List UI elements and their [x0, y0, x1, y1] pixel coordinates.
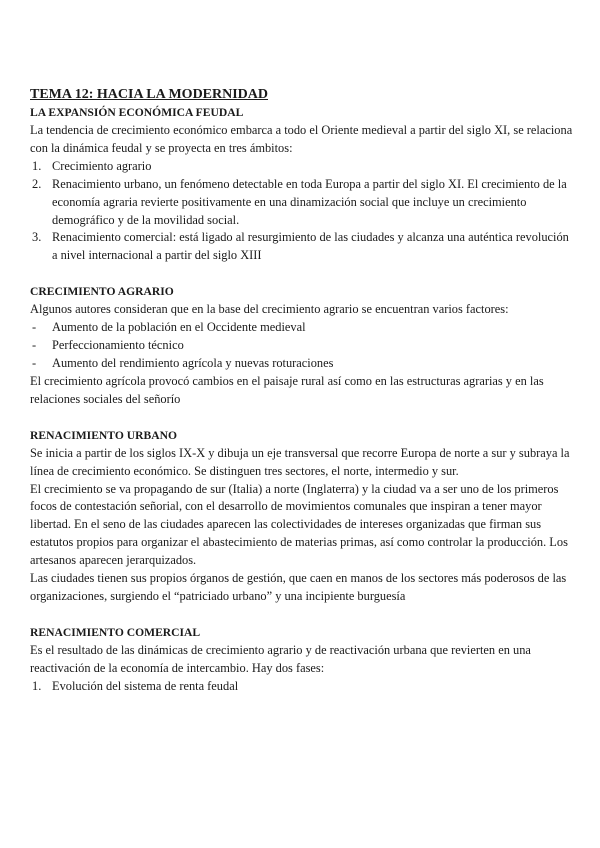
section-expansion-economica	[30, 104, 575, 265]
list-item-text: Aumento del rendimiento agrícola y nuevas roturaciones	[52, 355, 334, 370]
list-item-text: Renacimiento comercial: está ligado al resurgimiento de las ciudades y alcanza una auténtica revolución a nivel internacional a partir del siglo XIII	[52, 230, 569, 263]
numbered-list	[30, 158, 575, 265]
section-crecimiento-agrario	[30, 283, 575, 408]
list-item	[30, 337, 575, 355]
list-item-text: Renacimiento urbano, un fenómeno detectable en toda Europa a partir del siglo XI. El crecimiento de la economía agraria revierte positivamente en una dinamización social que incluye un crecimiento demográfico y de la movilidad social.	[52, 176, 567, 227]
paragraph: Algunos autores consideran que en la base del crecimiento agrario se encuentran varios factores:	[30, 302, 509, 317]
dash-marker: -	[32, 355, 37, 370]
spacer	[30, 606, 575, 624]
section-renacimiento-comercial	[30, 624, 575, 696]
paragraph: El crecimiento agrícola provocó cambios en el paisaje rural así como en las estructuras agrarias y en las relaciones sociales del señorío	[30, 373, 544, 406]
section-heading: RENACIMIENTO COMERCIAL	[30, 625, 201, 639]
list-item-text: Aumento de la población en el Occidente medieval	[52, 320, 306, 335]
section-heading: LA EXPANSIÓN ECONÓMICA FEUDAL	[30, 106, 244, 119]
spacer	[30, 265, 575, 283]
list-number: 1.	[32, 158, 42, 173]
section-heading: RENACIMIENTO URBANO	[30, 428, 177, 442]
bullet-list	[30, 319, 575, 373]
list-item	[30, 678, 575, 696]
list-number: 2.	[32, 176, 42, 191]
list-item	[30, 229, 575, 265]
section-renacimiento-urbano	[30, 427, 575, 606]
paragraph: Se inicia a partir de los siglos IX-X y dibuja un eje transversal que recorre Europa de norte a sur y subraya la línea de crecimiento económico. Se distinguen tres sectores, el norte, intermedio y sur.	[30, 445, 570, 478]
list-item-text: Perfeccionamiento técnico	[52, 338, 184, 353]
paragraph: El crecimiento se va propagando de sur (Italia) a norte (Inglaterra) y la ciudad va a ser uno de los primeros focos de contestación señorial, con el desarrollo de movimientos comunales que inspiran a tener mayor libertad. En el seno de las ciudades aparecen las colectividades de intereses organizadas que firman sus estatutos propios para organizar el abastecimiento de materias primas, así como controlar la producción. Los artesanos aparecen jerarquizados.	[30, 481, 568, 568]
section-heading: CRECIMIENTO AGRARIO	[30, 285, 174, 299]
document-page	[30, 86, 575, 696]
list-item	[30, 355, 575, 373]
list-number: 3.	[32, 230, 42, 245]
list-item	[30, 158, 575, 176]
paragraph: Las ciudades tienen sus propios órganos de gestión, que caen en manos de los sectores más poderosos de las organizaciones, surgiendo el “patriciado urbano” y una incipiente burguesía	[30, 571, 567, 603]
spacer	[30, 409, 575, 427]
dash-marker: -	[32, 338, 37, 353]
list-item	[30, 176, 575, 230]
list-item-text: Evolución del sistema de renta feudal	[52, 678, 239, 693]
page-title: TEMA 12: HACIA LA MODERNIDAD	[30, 87, 269, 102]
dash-marker: -	[32, 320, 37, 335]
numbered-list	[30, 678, 575, 696]
list-item	[30, 319, 575, 337]
paragraph: La tendencia de crecimiento económico embarca a todo el Oriente medieval a partir del siglo XI, se relaciona con la dinámica feudal y se proyecta en tres ámbitos:	[30, 123, 573, 155]
list-item-text: Crecimiento agrario	[52, 158, 152, 173]
list-number: 1.	[32, 678, 42, 693]
paragraph: Es el resultado de las dinámicas de crecimiento agrario y de reactivación urbana que revierten en una reactivación de la economía de intercambio. Hay dos fases:	[30, 642, 531, 675]
